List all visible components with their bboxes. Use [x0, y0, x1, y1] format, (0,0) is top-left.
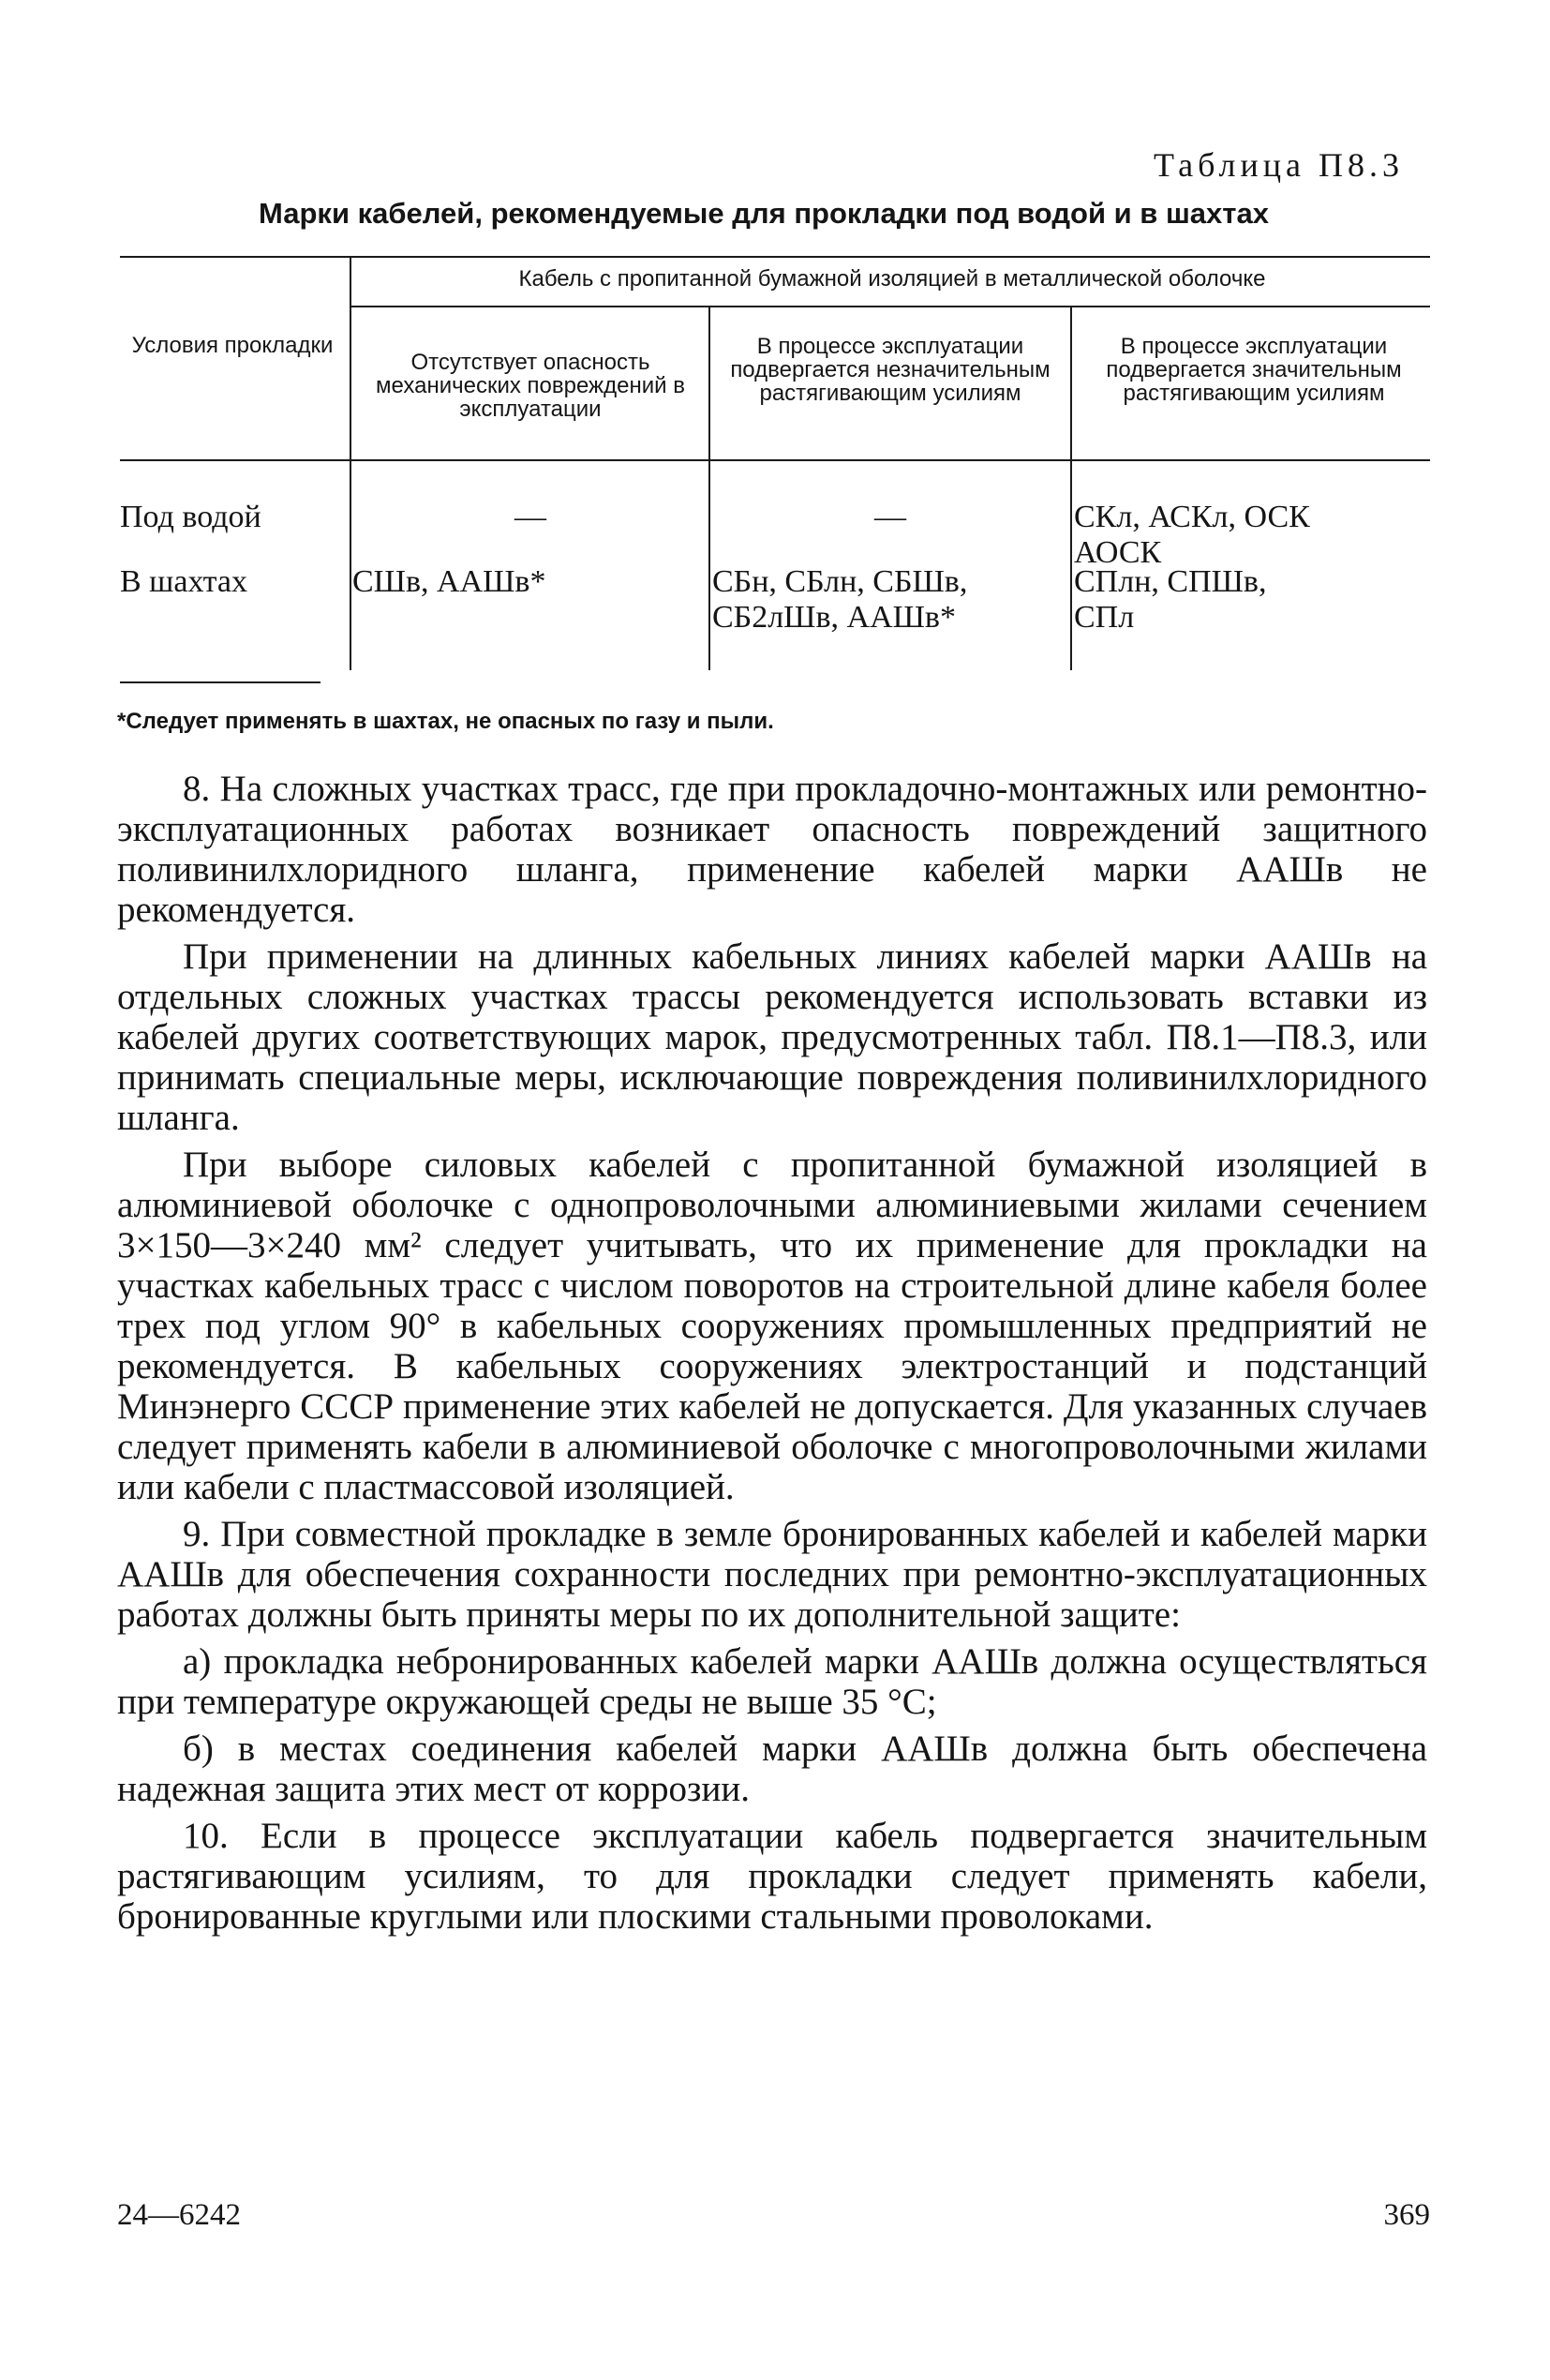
- group-header-rule: [350, 306, 1430, 307]
- row1-col3-line2: АОСК: [1074, 535, 1162, 570]
- paragraph-cable-selection: При выборе силовых кабелей с пропитанной бумажной изоляцией в алюминиевой оболочке с однопроволочными алюминиевыми жилами сечением 3×150—3×240 мм² следует учитывать, что их применение для прокладки на участках кабельных трасс с числом поворотов на строительной длине кабеля более трех под углом 90° в кабельных сооружениях промышленных предприятий не рекомендуется. В кабельных сооружениях электростанций и подстанций Минэнерго СССР применение этих кабелей не допускается. Для указанных случаев следует применять кабели в алюминиевой оболочке с многопроволочными жилами или кабели с пластмассовой изоляцией.: [117, 1145, 1427, 1507]
- row2-col1: СШв, ААШв*: [352, 564, 546, 599]
- header-col3-text: В процессе эксплуатации подвергается значительным растягивающим усилиям: [1106, 334, 1402, 406]
- col-divider-2: [708, 307, 710, 670]
- row1-col1: —: [514, 500, 546, 534]
- body-text: [117, 769, 1427, 1937]
- header-col2-text: В процессе эксплуатации подвергается незначительным растягивающим усилиям: [730, 334, 1051, 406]
- header-conditions-text: Условия прокладки: [131, 333, 334, 358]
- table-label: Таблица П8.3: [1154, 146, 1404, 184]
- header-group: [354, 267, 1430, 291]
- header-group-text: Кабель с пропитанной бумажной изоляцией в металлической оболочке: [518, 266, 1266, 292]
- col-divider-1: [350, 258, 351, 670]
- header-col2: [716, 335, 1065, 405]
- row2-col3-line2: СПл: [1074, 600, 1135, 635]
- paragraph-aashv-inserts: При применении на длинных кабельных линиях кабелей марки ААШв на отдельных сложных участках трассы рекомендуется использовать вставки из кабелей других соответствующих марок, предусмотренных табл. П8.1—П8.3, или принимать специальные меры, исключающие повреждения поливинилхлоридного шланга.: [117, 936, 1427, 1138]
- table-top-rule: [120, 256, 1430, 258]
- paragraph-9b: б) в местах соединения кабелей марки ААШв должна быть обеспечена надежная защита этих мест от коррозии.: [117, 1729, 1427, 1809]
- table-footnote: *Следует применять в шахтах, не опасных по газу и пыли.: [117, 709, 774, 734]
- header-bottom-rule: [120, 459, 1430, 461]
- row1-col2: —: [874, 500, 906, 534]
- col-divider-3: [1070, 307, 1072, 670]
- header-col1-text: Отсутствует опасность механических повреждений в эксплуатации: [376, 350, 685, 422]
- table-bottom-rule: [120, 681, 320, 683]
- row2-col2-line2: СБ2лШв, ААШв*: [712, 600, 956, 635]
- row1-col3-line1: СКл, АСКл, ОСК: [1074, 500, 1310, 534]
- row2-col2-line1: СБн, СБлн, СБШв,: [712, 564, 968, 599]
- paragraph-9a: а) прокладка небронированных кабелей марки ААШв должна осуществляться при температуре окружающей среды не выше 35 °С;: [117, 1641, 1427, 1722]
- row2-col3-line1: СПлн, СПШв,: [1074, 564, 1267, 599]
- paragraph-10: 10. Если в процессе эксплуатации кабель подвергается значительным растягивающим усилиям, то для прокладки следует применять кабели, бронированные круглыми или плоскими стальными проволоками.: [117, 1816, 1427, 1937]
- row2-condition: В шахтах: [120, 564, 247, 599]
- page-number: 369: [1383, 2198, 1430, 2232]
- header-col1: [365, 351, 695, 421]
- paragraph-8: 8. На сложных участках трасс, где при прокладочно-монтажных или ремонтно-эксплуатационных работах возникает опасность повреждений защитного поливинилхлоридного шланга, применение кабелей марки ААШв не рекомендуется.: [117, 769, 1427, 930]
- row1-condition: Под водой: [120, 500, 261, 534]
- header-conditions: [120, 334, 345, 357]
- paragraph-9: 9. При совместной прокладке в земле бронированных кабелей и кабелей марки ААШв для обеспечения сохранности последних при ремонтно-эксплуатационных работах должны быть приняты меры по их дополнительной защите:: [117, 1514, 1427, 1635]
- table-title: Марки кабелей, рекомендуемые для прокладки под водой и в шахтах: [259, 197, 1269, 230]
- printer-signature: 24—6242: [117, 2198, 241, 2232]
- header-col3: [1078, 335, 1430, 405]
